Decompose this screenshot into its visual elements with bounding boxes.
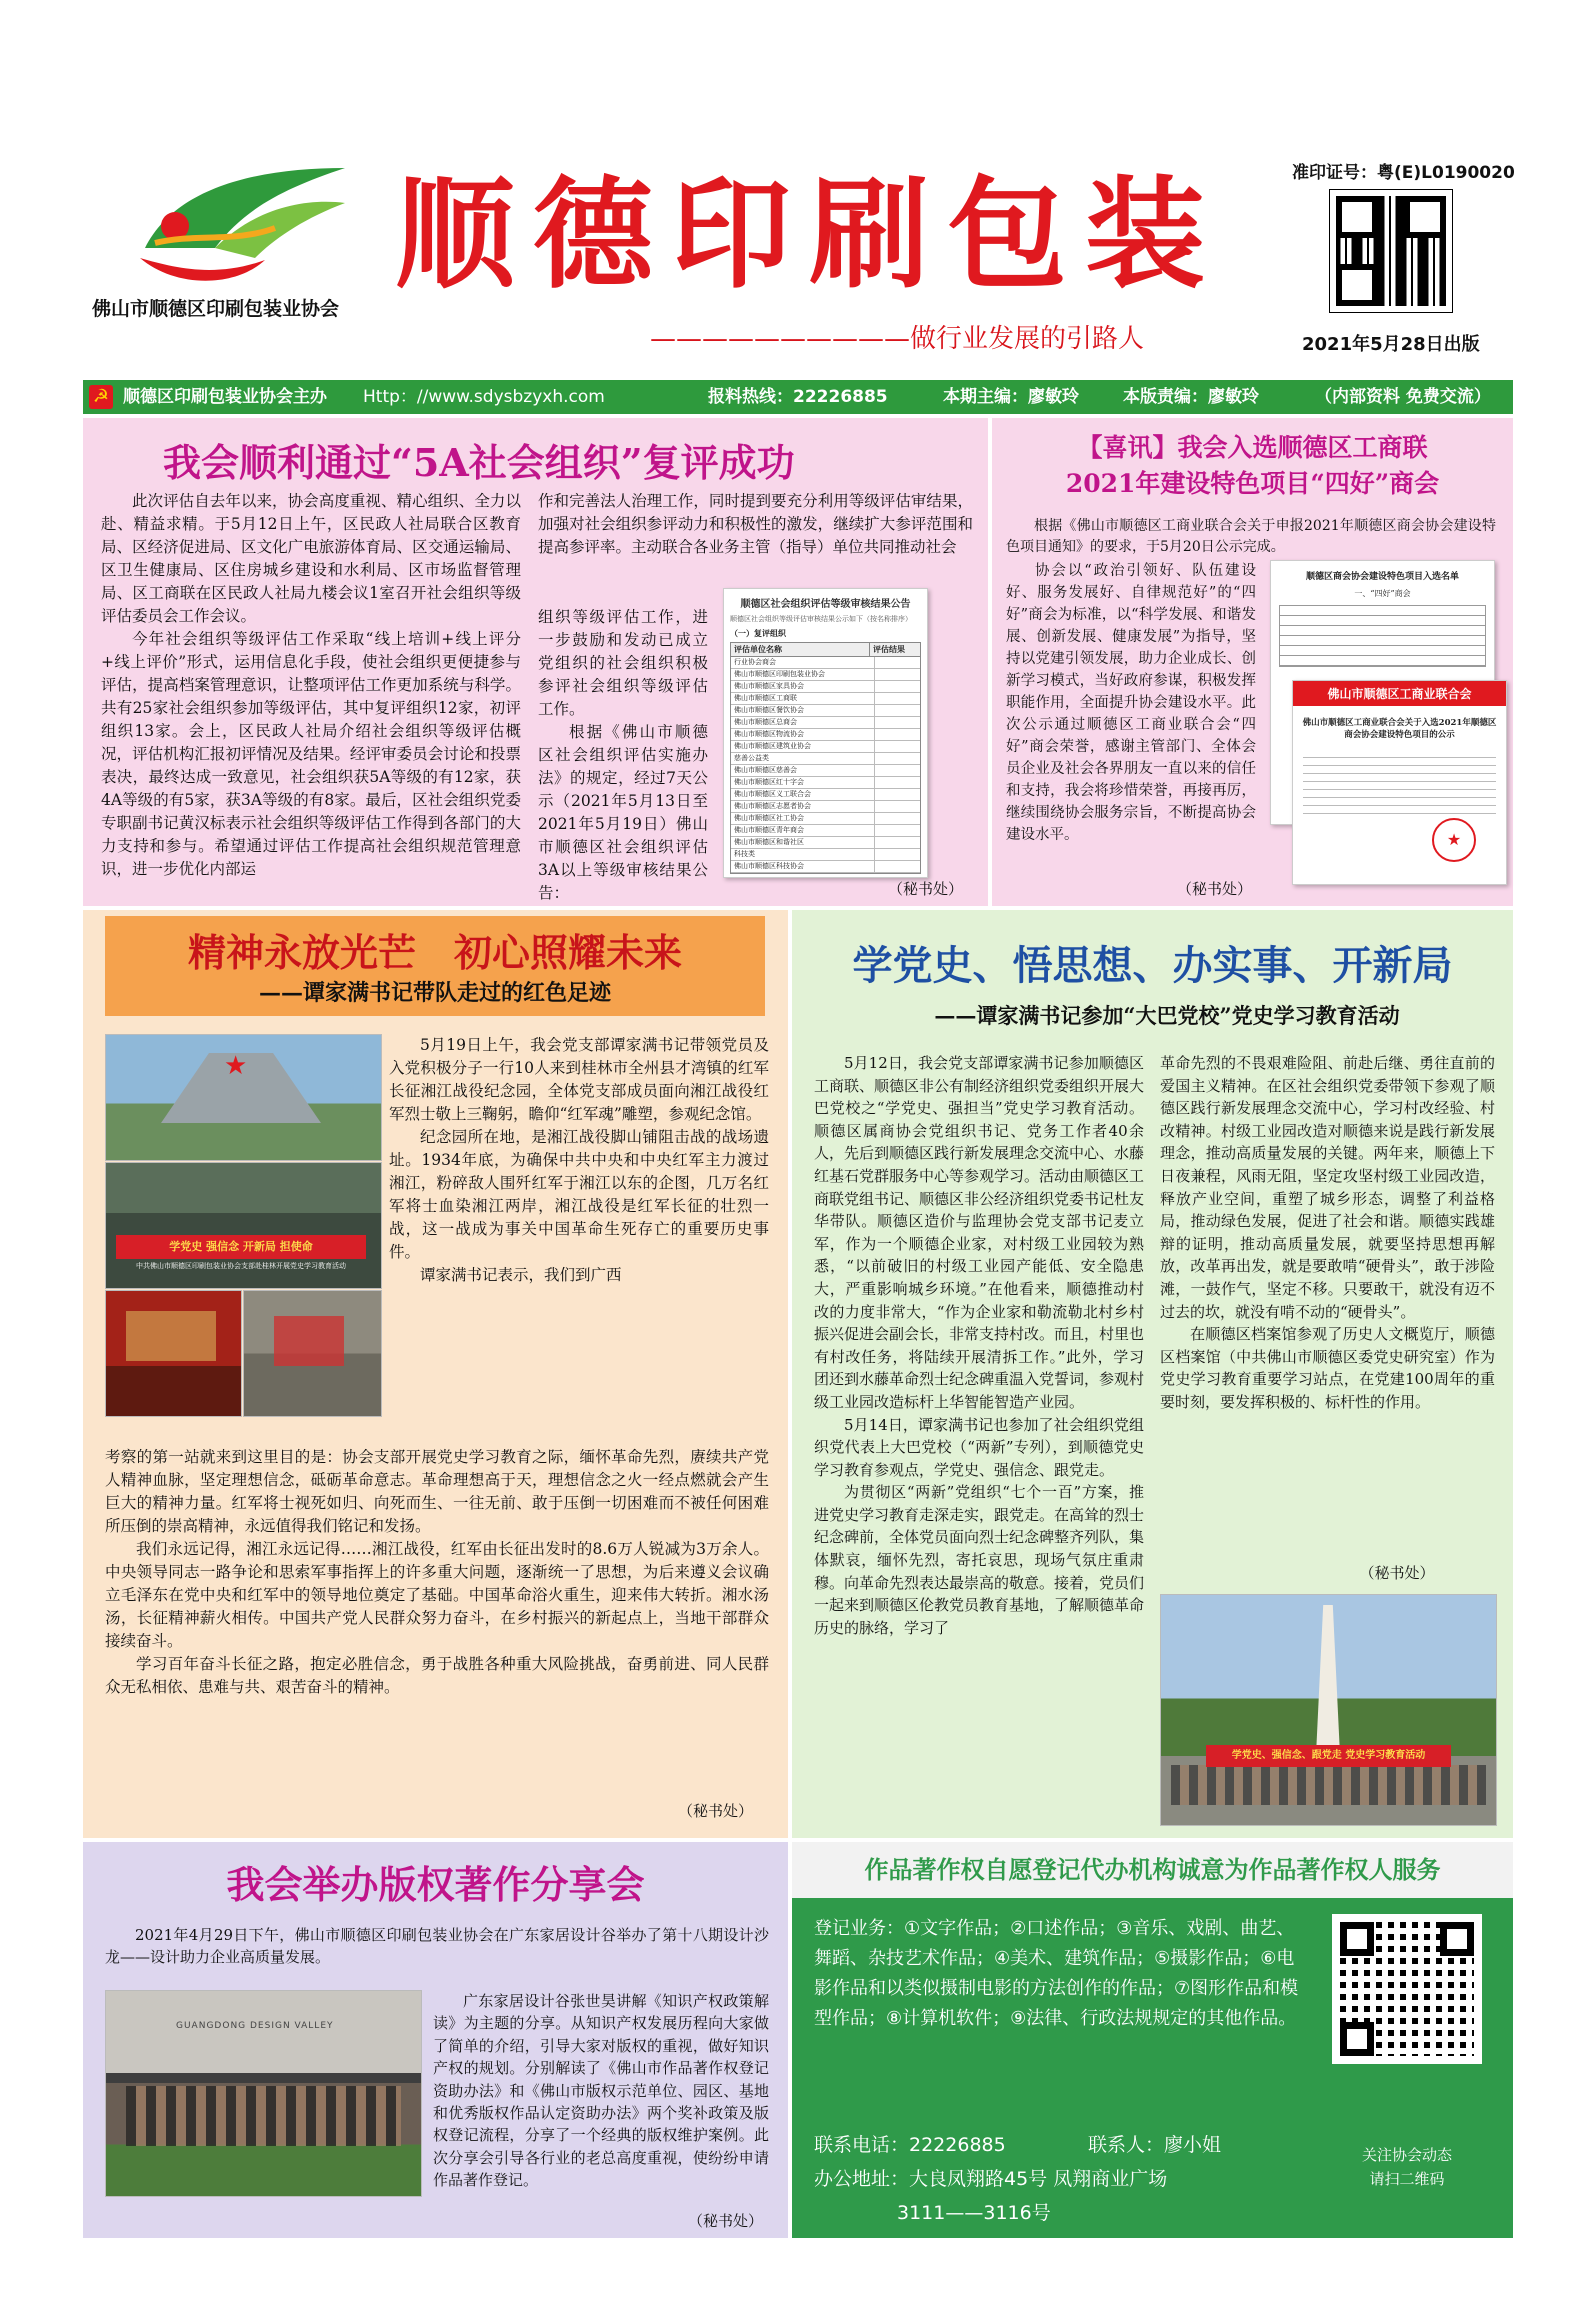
doc-subtitle: 一、“四好”商会 bbox=[1354, 589, 1411, 598]
paragraph: 5月12日，我会党支部谭家满书记参加顺德区工商联、顺德区非公有制经济组织党委组织开展大巴党校之“学党史、强担当”党史学习教育活动。顺德区属商协会党组织书记、党务工作者40余人，先后到顺德区践行新发展理念交流中心、水藤红基石党群服务中心等参观学习。活动由顺德区工商联党组书记、顺德区非公经济组织党委书记杜友华带队。顺德区造价与监理协会党支部书记麦立军，作为一个顺德企业家，对村级工业园较为熟悉，“以前破旧的村级工业园产能低、安全隐患大，严重影响城乡环境。”在他看来，顺德推动村改的力度非常大，“作为企业家和勒流勒北村乡村振兴促进会副会长，非常支持村改。而且，村里也有村改任务，将陆续开展清拆工作。”此外，学习团还到水藤革命烈士纪念碑重温入党誓词，参观村级工业园改造标杆上华智能智造产业园。 bbox=[814, 1054, 1145, 1411]
doc-cell: 佛山市顺德区物流协会 bbox=[731, 729, 875, 740]
article-lead bbox=[1006, 516, 1496, 558]
paragraph: 此次评估自去年以来，协会高度重视、精心组织、全力以赴、精益求精。于5月12日上午，区民政人社局联合区教育局、区经济促进局、区文化广电旅游体育局、区交通运输局、区卫生健康局、区住房城乡建设和水利局、区市场监督管理局、区工商联在区民政人社局九楼会议1室召开社会组织等级评估委员会工作会议。 bbox=[101, 492, 521, 625]
issue-date: 2021年5月28日出版 bbox=[1302, 334, 1480, 355]
article-title: 精神永放光芒 初心照耀未来 bbox=[187, 930, 682, 975]
paragraph: 作和完善法人治理工作，同时提到要充分利用等级评估审结果，加强对社会组织参评动力和积极性的激发，继续扩大参评范围和提高参评率。主动联合各业务主管（指导）单位共同推动社会 bbox=[538, 492, 973, 556]
article-subtitle: ——谭家满书记参加“大巴党校”党史学习教育活动 bbox=[934, 1003, 1400, 1028]
doc-row bbox=[731, 837, 920, 849]
doc-header: 评估结果 bbox=[873, 644, 905, 654]
paragraph: 组织等级评估工作，进一步鼓励和发动已成立党组织的社会组织积极参评社会组织等级评估工作。 bbox=[538, 608, 708, 718]
paragraph: 根据《佛山市顺德区工商业联合会关于申报2021年顺德区商会协会建设特色项目通知》的要求，于5月20日公示完成。 bbox=[1006, 518, 1496, 555]
venue-sign: GUANGDONG DESIGN VALLEY bbox=[176, 2021, 334, 2031]
doc-row bbox=[731, 789, 920, 801]
doc-cell: 佛山市顺德区社工协会 bbox=[731, 813, 875, 824]
doc-cell: 佛山市顺德区建筑业协会 bbox=[731, 741, 875, 752]
doc-cell: 佛山市顺德区青年商会 bbox=[731, 825, 875, 836]
doc-row bbox=[731, 753, 920, 765]
doc-cell-blank bbox=[875, 669, 921, 680]
doc-title: 顺德区商会协会建设特色项目入选名单 bbox=[1305, 572, 1459, 582]
memorial-photo bbox=[105, 1034, 382, 1161]
article-col2-wrap bbox=[538, 606, 708, 905]
group-photo-banner bbox=[105, 1162, 382, 1289]
photo-banner: 学党史、强信念、跟党走 党史学习教育活动 bbox=[1206, 1745, 1451, 1767]
paragraph: 协会以“政治引领好、队伍建设好、服务发展好、自律规范好”的“四好”商会为标准，以“科学发展、和谐发展、创新发展、健康发展”为指导，坚持以党建引领发展，助力企业成长、创新学习模式，当好政府参谋，积极发挥职能作用，全面提升协会建设水平。此次公示通过顺德区工商业联合会“四好”商会荣誉，感谢主管部门、全体会员企业及社会各界朋友一直以来的信任和支持，我会将珍惜荣誉，再接再厉，继续围绕协会服务宗旨，不断提高协会建设水平。 bbox=[1006, 563, 1256, 843]
doc-row bbox=[731, 705, 920, 717]
doc-cell: 佛山市顺德区餐饮协会 bbox=[731, 705, 875, 716]
paragraph: 革命先烈的不畏艰难险阻、前赴后继、勇往直前的爱国主义精神。在区社会组织党委带领下参观了顺德区践行新发展理念交流中心，学习村改经验、村改精神。村级工业园改造对顺德来说是践行新发展理念，推动高质量发展的关键。两年来，顺德上下日夜兼程，风雨无阻，坚定攻坚村级工业园改造，释放产业空间，重塑了城乡形态，调整了利益格局，推动绿色发展，促进了社会和谐。顺德实践雄辩的证明，推动高质量发展，就要坚持思想再解放，改革再出发，就是要敢啃“硬骨头”，敢于涉险滩，一鼓作气，坚定不移。只要敢干，就没有迈不过去的坎，就没有啃不动的“硬骨头”。 bbox=[1160, 1054, 1495, 1321]
article-title: 我会顺利通过“5A社会组织”复评成功 bbox=[163, 440, 795, 485]
signature: （秘书处） bbox=[887, 880, 963, 898]
article-5a-evaluation bbox=[83, 418, 988, 906]
doc-cell: 佛山市顺德区义工联合会 bbox=[731, 789, 875, 800]
info-banner bbox=[83, 380, 1513, 414]
article-title-line2: 2021年建设特色项目“四好”商会 bbox=[1065, 469, 1440, 498]
party-emblem-icon: ☭ bbox=[89, 385, 113, 409]
service-title: 作品著作权自愿登记代办机构诚意为作品著作权人服务 bbox=[864, 1856, 1441, 1884]
doc-header: 评估单位名称 bbox=[731, 643, 870, 656]
masthead bbox=[0, 0, 1594, 380]
newspaper-title: 顺德印刷包装 bbox=[395, 164, 1223, 305]
doc-cell: 行业协会商会 bbox=[731, 657, 875, 668]
doc-row bbox=[731, 849, 920, 861]
service-address: 办公地址：大良凤翔路45号 凤翔商业广场 bbox=[814, 2168, 1168, 2190]
doc-cell-blank bbox=[875, 657, 921, 668]
doc-subtitle: 顺德区社会组织等级评估审核结果公示如下（按名称排序） bbox=[730, 615, 912, 623]
paragraph: 为贯彻区“两新”党组织“七个一百”方案，推进党史学习教育走深走实，跟党走。在高耸的烈士纪念碑前，全体党员面向烈士纪念碑整齐列队，集体默哀，缅怀先烈，寄托哀思，现场气氛庄重肃穆。向革命先烈表达最崇高的敬意。接着，党员们一起来到顺德区伦教党员教育基地，了解顺德革命历史的脉络，学习了 bbox=[814, 1483, 1145, 1637]
doc-body-lines bbox=[1303, 750, 1496, 820]
doc-cell-blank bbox=[875, 717, 921, 728]
doc-cell: 佛山市顺德区和谐社区 bbox=[731, 837, 875, 848]
doc-cell-blank bbox=[875, 753, 921, 764]
article-title: 我会举办版权著作分享会 bbox=[226, 1862, 645, 1907]
doc-cell-blank bbox=[875, 801, 921, 812]
red-seal-icon: ★ bbox=[1432, 818, 1476, 862]
article-copyright-sharing bbox=[83, 1842, 788, 2238]
slogan: ——————————做行业发展的引路人 bbox=[650, 324, 1145, 354]
paragraph: 5月14日，谭家满书记也参加了社会组织党组织党代表上大巴党校（“两新”专列），到顺德党史学习教育参观点，学党史、强信念、跟党走。 bbox=[814, 1415, 1144, 1479]
activity-banner: 学党史 强信念 开新局 担使命 bbox=[116, 1235, 366, 1259]
doc-cell-blank bbox=[875, 813, 921, 824]
doc-row bbox=[731, 729, 920, 741]
banner-note: （内部资料 免费交流） bbox=[1315, 387, 1491, 407]
doc-row bbox=[731, 741, 920, 753]
doc-cell-blank bbox=[875, 849, 921, 860]
monument-group-photo bbox=[1160, 1594, 1497, 1826]
paragraph: 今年社会组织等级评估工作采取“线上培训+线上评分+线上评价”形式，运用信息化手段，使社会组织更便捷参与评估，提高档案管理意识，让整项评估工作更加系统与科学。共有25家社会组织参加等级评估，其中复评组织12家，初评组织13家。会上，区民政人社局介绍社会组织等级评估概况，评估机构汇报初评情况及结果。经评审委员会讨论和投票表决，最终达成一致意见，社会组织获5A等级的有12家，获4A等级的有5家，获3A等级的有8家。最后，区社会组织党委专职副书记黄汉标表示社会组织等级评估工作得到各部门的大力支持和参与。希望通过评估工作提高社会组织规范管理意识，进一步优化内部运 bbox=[101, 630, 521, 878]
doc-cell-blank bbox=[875, 741, 921, 752]
doc-cell: 慈善公益类 bbox=[731, 753, 875, 764]
doc-cell-blank bbox=[875, 789, 921, 800]
seminar-group-photo bbox=[105, 1990, 422, 2197]
doc-cell-blank bbox=[875, 861, 921, 872]
signature: （秘书处） bbox=[677, 1802, 753, 1820]
doc-row bbox=[731, 657, 920, 669]
doc-cell: 佛山市顺德区志愿者协会 bbox=[731, 801, 875, 812]
doc-cell-blank bbox=[875, 681, 921, 692]
qr-code-icon[interactable] bbox=[1332, 1914, 1482, 2064]
paragraph: 谭家满书记表示，我们到广西 bbox=[420, 1266, 622, 1284]
announcement-document bbox=[1292, 680, 1507, 885]
exhibit-photo bbox=[243, 1290, 382, 1417]
article-full-width bbox=[105, 1446, 769, 1699]
doc-cell-blank bbox=[875, 765, 921, 776]
service-body: 登记业务：①文字作品；②口述作品；③音乐、戏剧、曲艺、舞蹈、杂技艺术作品；④美术、建筑作品；⑤摄影作品；⑥电影作品和以类似摄制电影的方法创作的作品；⑦图形作品和模型作品；⑧计算机软件；⑨法律、行政法规规定的其他作品。 bbox=[814, 1918, 1299, 2029]
doc-section: （一）复评组织 bbox=[730, 628, 786, 638]
paragraph: 我们永远记得，湘江永远记得……湘江战役，红军由长征出发时的8.6万人锐减为3万余人。中央领导同志一路争论和思索军事指挥上的许多重大问题，逐渐统一了思想，为后来遵义会议确立毛泽东在党中央和红军中的领导地位奠定了基础。中国革命浴火重生，迎来伟大转折。湘水汤汤，长征精神薪火相传。中国共产党人民群众努力奋斗，在乡村振兴的新起点上，当地干部群众接续奋斗。 bbox=[105, 1540, 769, 1650]
doc-table bbox=[730, 642, 921, 874]
banner-chief-editor: 本期主编：廖敏玲 bbox=[943, 387, 1079, 407]
signature: （秘书处） bbox=[687, 2212, 763, 2230]
doc-row bbox=[731, 681, 920, 693]
banner-hotline: 报料热线：22226885 bbox=[708, 387, 888, 407]
doc-cell: 佛山市顺德区印刷包装业协会 bbox=[731, 669, 875, 680]
doc-row bbox=[731, 717, 920, 729]
association-logo-icon bbox=[135, 148, 355, 288]
paragraph: 5月19日上午，我会党支部谭家满书记带领党员及入党积极分子一行10人来到桂林市全州县才湾镇的红军长征湘江战役纪念园，全体党支部成员面向湘江战役红军烈士敬上三鞠躬，瞻仰“红军魂”雕塑，参观纪念馆。 bbox=[389, 1036, 769, 1123]
paragraph: 广东家居设计谷张世昊讲解《知识产权政策解读》为主题的分享。从知识产权发展历程向大家做了简单的介绍，引导大家对版权的重视，做好知识产权的规划。分别解读了《佛山市作品著作权登记资助办法》和《佛山市版权示范单位、园区、基地和优秀版权作品认定资助办法》两个奖补政策及版权登记流程，分享了一个经典的版权维护案例。此次分享会引导各行业的老总高度重视，使纷纷申请作品著作登记。 bbox=[433, 1992, 769, 2190]
banner-website: Http：//www.sdysbzyxh.com bbox=[363, 387, 605, 407]
article-title: 学党史、悟思想、办实事、开新局 bbox=[852, 942, 1453, 989]
service-phone: 联系电话：22226885 bbox=[814, 2134, 1006, 2156]
red-star-icon: ★ bbox=[224, 1051, 248, 1081]
banner-page-editor: 本版责编：廖敏玲 bbox=[1123, 387, 1259, 407]
doc-row bbox=[731, 801, 920, 813]
doc-row bbox=[731, 813, 920, 825]
paragraph: 根据《佛山市顺德区社会组织评估实施办法》的规定，经过7天公示（2021年5月13日至2021年5月19日）佛山市顺德区社会组织评估3A以上等级审核结果公告： bbox=[538, 723, 708, 902]
doc-table bbox=[1279, 605, 1486, 667]
service-contact: 联系人：廖小姐 bbox=[1088, 2134, 1222, 2156]
photo-caption: 中共佛山市顺德区印刷包装业协会支部赴桂林开展党史学习教育活动 bbox=[136, 1262, 346, 1270]
article-subtitle: ——谭家满书记带队走过的红色足迹 bbox=[258, 980, 611, 1006]
paragraph: 在顺德区档案馆参观了历史人文概览厅，顺德区档案馆（中共佛山市顺德区委党史研究室）作为党史学习教育重要学习站点，在党建100周年的重要时刻，要发挥积极的、标杆性的作用。 bbox=[1160, 1325, 1495, 1411]
doc-row bbox=[731, 777, 920, 789]
doc-cell: 佛山市顺德区红十字会 bbox=[731, 777, 875, 788]
doc-row bbox=[731, 669, 920, 681]
doc-row bbox=[731, 693, 920, 705]
doc-row bbox=[731, 765, 920, 777]
article-body bbox=[1006, 560, 1256, 846]
copyright-service-ad bbox=[792, 1842, 1513, 2238]
article-lead bbox=[105, 1924, 769, 1968]
doc-cell: 佛山市顺德区科技协会 bbox=[731, 861, 875, 872]
article-col1 bbox=[814, 1052, 1144, 1639]
article-col2 bbox=[1160, 1052, 1495, 1414]
doc-cell: 佛山市顺德区慈善会 bbox=[731, 765, 875, 776]
doc-cell: 佛山市顺德区总商会 bbox=[731, 717, 875, 728]
doc-cell-blank bbox=[875, 729, 921, 740]
qr-code-icon bbox=[1330, 190, 1452, 312]
article-four-good-chamber bbox=[992, 418, 1513, 906]
doc-org: 佛山市顺德区工商业联合会 bbox=[1293, 681, 1506, 706]
doc-cell-blank bbox=[875, 693, 921, 704]
paragraph: 学习百年奋斗长征之路，抱定必胜信念，勇于战胜各种重大风险挑战，奋勇前进、同人民群众无私相依、患难与共、艰苦奋斗的精神。 bbox=[105, 1655, 769, 1696]
article-red-footprints bbox=[83, 910, 788, 1838]
museum-photo bbox=[105, 1290, 242, 1417]
qr-caption-1: 关注协会动态 bbox=[1361, 2146, 1452, 2164]
doc-cell-blank bbox=[875, 825, 921, 836]
paragraph: 考察的第一站就来到这里目的是：协会支部开展党史学习教育之际，缅怀革命先烈，赓续共产党人精神血脉，坚定理想信念，砥砺革命意志。革命理想高于天，理想信念之火一经点燃就会产生巨大的精神力量。红军将士视死如归、向死而生、一往无前、敢于压倒一切困难而不被任何困难所压倒的崇高精神，永远值得我们铭记和发扬。 bbox=[105, 1448, 769, 1535]
signature: （秘书处） bbox=[1359, 1564, 1435, 1582]
banner-host: 顺德区印刷包装业协会主办 bbox=[123, 387, 327, 407]
doc-cell: 佛山市顺德区工商联 bbox=[731, 693, 875, 704]
service-address-2: 3111——3116号 bbox=[897, 2202, 1051, 2224]
article-col2-top bbox=[538, 490, 973, 559]
doc-cell-blank bbox=[875, 777, 921, 788]
permit-number: 准印证号：粤(E)L0190020 bbox=[1292, 163, 1515, 183]
article-title: 【喜讯】我会入选顺德区工商联 bbox=[1077, 433, 1428, 462]
article-party-history bbox=[792, 910, 1513, 1838]
article-col1 bbox=[101, 490, 521, 881]
doc-title: 佛山市顺德区工商业联合会关于入选2021年顺德区商会协会建设特色项目的公示 bbox=[1302, 718, 1497, 740]
doc-row bbox=[731, 825, 920, 837]
evaluation-notice-document bbox=[723, 588, 928, 878]
paragraph: 纪念园所在地，是湘江战役脚山铺阻击战的战场遗址。1934年底，为确保中共中央和中央红军主力渡过湘江，粉碎敌人围歼红军于湘江以东的企图，几万名红军将士血染湘江两岸，湘江战役是红军长征的壮烈一战，这一战成为事关中国革命生死存亡的重要历史事件。 bbox=[389, 1128, 769, 1261]
signature: （秘书处） bbox=[1176, 880, 1252, 898]
org-name: 佛山市顺德区印刷包装业协会 bbox=[92, 298, 340, 320]
doc-title: 顺德区社会组织评估等级审核结果公告 bbox=[740, 599, 911, 610]
doc-cell-blank bbox=[875, 705, 921, 716]
paragraph: 2021年4月29日下午，佛山市顺德区印刷包装业协会在广东家居设计谷举办了第十八期设计沙龙——设计助力企业高质量发展。 bbox=[105, 1926, 769, 1966]
doc-cell-blank bbox=[875, 837, 921, 848]
doc-row bbox=[731, 861, 920, 873]
doc-cell: 佛山市顺德区家具协会 bbox=[731, 681, 875, 692]
article-body bbox=[433, 1990, 769, 2192]
qr-caption-2: 请扫二维码 bbox=[1369, 2170, 1445, 2188]
doc-cell: 科技类 bbox=[731, 849, 875, 860]
article-right-column bbox=[389, 1034, 769, 1287]
